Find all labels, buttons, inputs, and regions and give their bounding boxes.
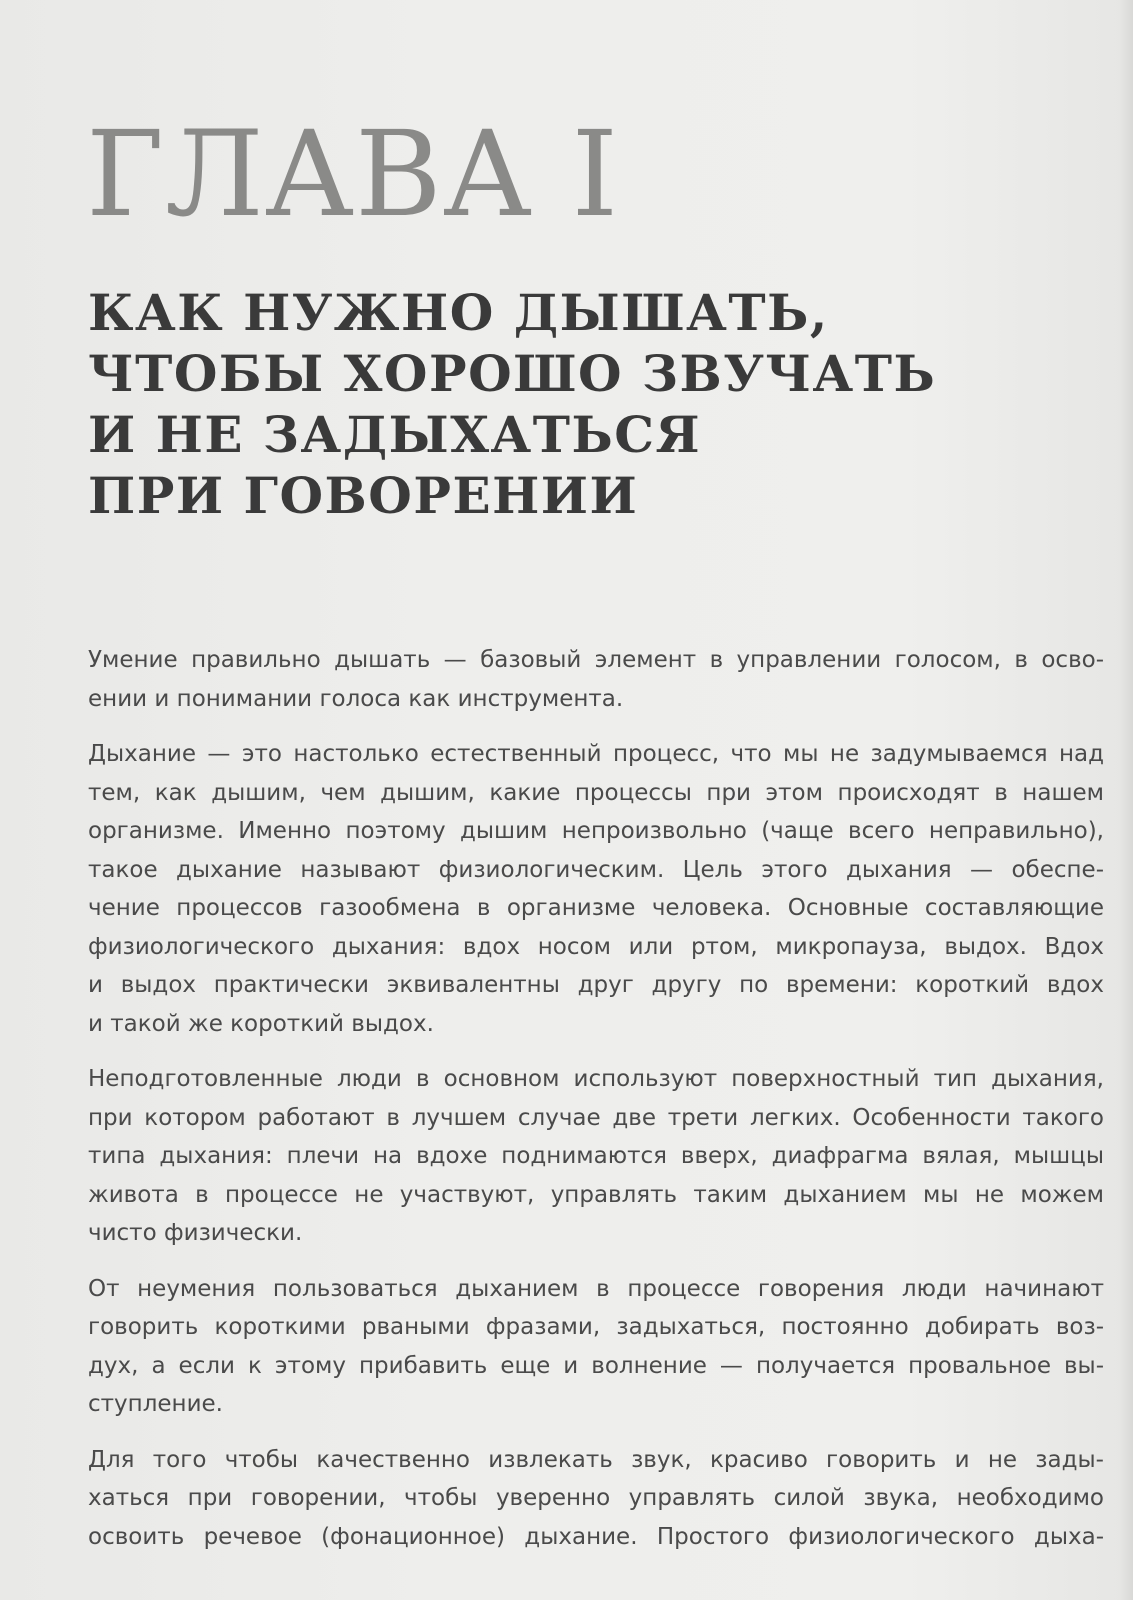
text-line: живота в процессе не участвуют, управлять таким дыханием мы не можем [88,1181,1104,1208]
text-line: Неподготовленные люди в основном используют поверхностный тип дыхания, [88,1066,1104,1092]
text-line: ении и понимании голоса как инструмента. [88,685,624,712]
chapter-title-line: ЧТОБЫ ХОРОШО ЗВУЧАТЬ [88,344,937,403]
text-line: освоить речевое (фонационное) дыхание. Простого физиологического дыха- [88,1523,1104,1550]
chapter-title [88,282,936,526]
chapter-title-line: И НЕ ЗАДЫХАТЬСЯ [88,405,702,464]
text-line: типа дыхания: плечи на вдохе поднимаются вверх, диафрагма вялая, мышцы [88,1143,1104,1169]
body-text [88,641,1104,1573]
text-line: говорить короткими рваными фразами, задыхаться, постоянно добирать воз- [88,1314,1104,1340]
paragraph [88,1060,1104,1253]
text-line: дух, а если к этому прибавить еще и волнение — получается провальное вы- [88,1352,1104,1379]
chapter-title-line: ПРИ ГОВОРЕНИИ [88,466,639,525]
paragraph [88,735,1104,1043]
text-line: при котором работают в лучшем случае две трети легких. Особенности такого [88,1104,1104,1131]
chapter-title-line: КАК НУЖНО ДЫШАТЬ, [88,283,829,342]
chapter-label: ГЛАВА I [86,105,620,243]
text-line: чисто физически. [88,1220,303,1246]
text-line: ступление. [88,1391,223,1417]
paragraph [88,1441,1104,1557]
text-line: Для того чтобы качественно извлекать звук, красиво говорить и не зады- [88,1446,1104,1473]
text-line: Дыхание — это настолько естественный процесс, что мы не задумываемся над [88,741,1104,767]
text-line: хаться при говорении, чтобы уверенно управлять силой звука, необходимо [88,1485,1104,1511]
text-line: От неумения пользоваться дыханием в процессе говорения люди начинают [88,1275,1104,1302]
text-line: физиологического дыхания: вдох носом или ртом, микропауза, выдох. Вдох [88,933,1104,960]
text-line: организме. Именно поэтому дышим непроизвольно (чаще всего неправильно), [88,818,1104,844]
paragraph [88,1270,1104,1424]
page-edge-shadow [1119,0,1133,1600]
text-line: такое дыхание называют физиологическим. Цель этого дыхания — обеспе- [88,856,1104,883]
text-line: Умение правильно дышать — базовый элемент в управлении голосом, в осво- [88,647,1104,673]
text-line: тем, как дышим, чем дышим, какие процессы при этом происходят в нашем [88,779,1104,806]
text-line: и выдох практически эквивалентны друг другу по времени: короткий вдох [88,972,1104,998]
text-line: чение процессов газообмена в организме человека. Основные составляющие [88,895,1104,921]
paragraph [88,641,1104,718]
text-line: и такой же короткий выдох. [88,1010,434,1037]
